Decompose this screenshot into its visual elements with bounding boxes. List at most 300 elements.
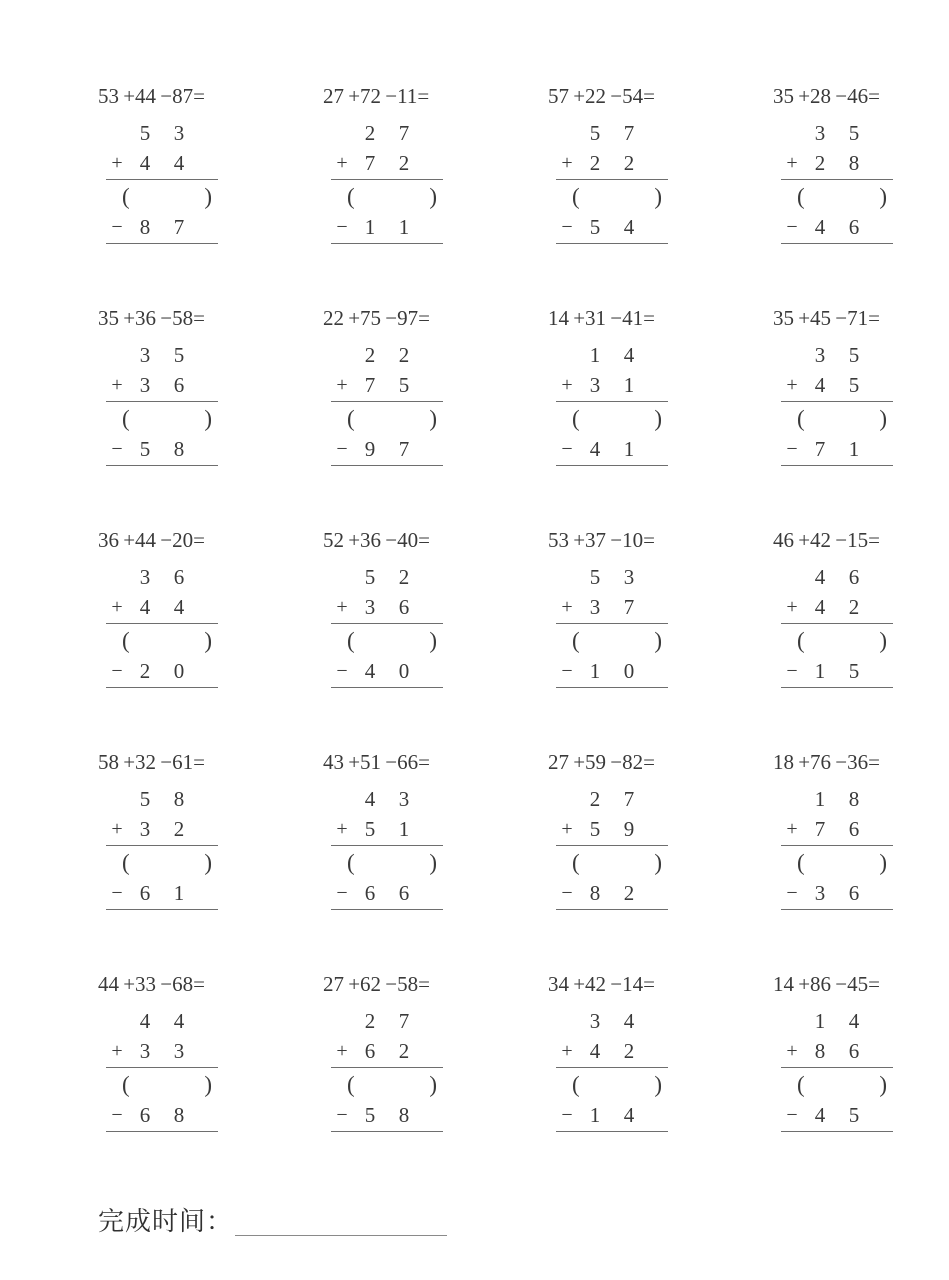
- subtrahend-row: [106, 212, 218, 242]
- addend-one-tens-digit: 1: [589, 343, 601, 367]
- addend-one-row: [781, 784, 893, 814]
- addend-two-ones-digit: 2: [623, 1039, 635, 1063]
- left-paren: (: [122, 850, 130, 875]
- right-paren: ): [429, 1072, 437, 1097]
- problem-cell: [98, 972, 323, 1194]
- problem-expression: 14 +31 −41=: [548, 306, 655, 330]
- minus-operator: −: [336, 438, 348, 460]
- vertical-computation: [106, 784, 218, 910]
- subtrahend-tens-digit: 4: [814, 1103, 826, 1127]
- addend-two-tens-digit: 6: [364, 1039, 376, 1063]
- subtrahend-ones-digit: 4: [623, 215, 635, 239]
- subtrahend-tens-digit: 7: [814, 437, 826, 461]
- addend-two-row: [781, 148, 893, 178]
- vertical-computation: [556, 1006, 668, 1132]
- addend-two-row: [781, 370, 893, 400]
- addend-two-row: [556, 370, 668, 400]
- addend-one-tens-digit: 3: [814, 121, 826, 145]
- addend-one-tens-digit: 5: [589, 565, 601, 589]
- subtraction-rule-line: [781, 465, 893, 466]
- subtrahend-tens-digit: 1: [814, 659, 826, 683]
- right-paren: ): [654, 406, 662, 431]
- intermediate-answer-blank[interactable]: [106, 182, 218, 212]
- subtrahend-row: [556, 1100, 668, 1130]
- right-paren: ): [654, 850, 662, 875]
- plus-operator: +: [786, 1040, 798, 1062]
- addend-one-tens-digit: 2: [364, 343, 376, 367]
- left-paren: (: [122, 1072, 130, 1097]
- addend-two-tens-digit: 3: [364, 595, 376, 619]
- addend-one-tens-digit: 5: [139, 121, 151, 145]
- minus-operator: −: [561, 216, 573, 238]
- addend-two-tens-digit: 3: [139, 1039, 151, 1063]
- intermediate-answer-blank[interactable]: [556, 626, 668, 656]
- addend-two-tens-digit: 4: [139, 595, 151, 619]
- addend-one-row: [556, 118, 668, 148]
- subtraction-rule-line: [556, 1131, 668, 1132]
- addend-two-tens-digit: 4: [814, 373, 826, 397]
- intermediate-answer-blank[interactable]: [331, 182, 443, 212]
- addition-rule-line: [106, 845, 218, 846]
- plus-operator: +: [111, 374, 123, 396]
- subtraction-rule-line: [106, 1131, 218, 1132]
- subtrahend-ones-digit: 4: [623, 1103, 635, 1127]
- subtraction-rule-line: [556, 687, 668, 688]
- left-paren: (: [797, 1072, 805, 1097]
- addend-two-ones-digit: 2: [173, 817, 185, 841]
- intermediate-answer-blank[interactable]: [556, 848, 668, 878]
- addition-rule-line: [556, 179, 668, 180]
- addend-two-row: [556, 148, 668, 178]
- addend-two-ones-digit: 6: [848, 817, 860, 841]
- addend-one-row: [781, 562, 893, 592]
- addend-one-row: [781, 118, 893, 148]
- plus-operator: +: [786, 818, 798, 840]
- right-paren: ): [429, 184, 437, 209]
- subtraction-rule-line: [331, 1131, 443, 1132]
- addend-one-ones-digit: 5: [173, 343, 185, 367]
- right-paren: ): [204, 1072, 212, 1097]
- left-paren: (: [122, 628, 130, 653]
- addend-two-tens-digit: 3: [139, 373, 151, 397]
- addend-two-ones-digit: 2: [623, 151, 635, 175]
- addend-one-row: [106, 118, 218, 148]
- addend-two-ones-digit: 4: [173, 151, 185, 175]
- addend-one-tens-digit: 1: [814, 1009, 826, 1033]
- problem-expression: 53 +37 −10=: [548, 528, 655, 552]
- intermediate-answer-blank[interactable]: [331, 626, 443, 656]
- subtrahend-tens-digit: 8: [139, 215, 151, 239]
- addition-rule-line: [781, 845, 893, 846]
- addend-one-ones-digit: 4: [173, 1009, 185, 1033]
- plus-operator: +: [336, 596, 348, 618]
- plus-operator: +: [336, 818, 348, 840]
- addend-one-tens-digit: 2: [364, 1009, 376, 1033]
- subtrahend-row: [331, 212, 443, 242]
- subtrahend-tens-digit: 5: [589, 215, 601, 239]
- problem-row: [98, 750, 888, 972]
- problem-expression: 44 +33 −68=: [98, 972, 205, 996]
- addend-two-tens-digit: 7: [364, 151, 376, 175]
- subtraction-rule-line: [106, 465, 218, 466]
- problem-expression: 34 +42 −14=: [548, 972, 655, 996]
- addition-rule-line: [331, 179, 443, 180]
- addend-one-ones-digit: 4: [848, 1009, 860, 1033]
- problem-expression: 27 +59 −82=: [548, 750, 655, 774]
- addend-two-row: [106, 592, 218, 622]
- left-paren: (: [797, 628, 805, 653]
- subtrahend-row: [106, 1100, 218, 1130]
- addition-rule-line: [781, 623, 893, 624]
- subtraction-rule-line: [331, 465, 443, 466]
- right-paren: ): [204, 628, 212, 653]
- problem-cell: [323, 750, 548, 972]
- minus-operator: −: [786, 216, 798, 238]
- subtraction-rule-line: [781, 687, 893, 688]
- problem-expression: 14 +86 −45=: [773, 972, 880, 996]
- subtrahend-row: [331, 656, 443, 686]
- right-paren: ): [879, 628, 887, 653]
- problem-cell: [98, 306, 323, 528]
- minus-operator: −: [111, 216, 123, 238]
- addend-one-ones-digit: 7: [623, 787, 635, 811]
- left-paren: (: [122, 406, 130, 431]
- addend-two-row: [106, 814, 218, 844]
- addend-two-ones-digit: 3: [173, 1039, 185, 1063]
- subtrahend-ones-digit: 1: [173, 881, 185, 905]
- subtrahend-ones-digit: 0: [173, 659, 185, 683]
- addend-two-tens-digit: 5: [364, 817, 376, 841]
- subtrahend-tens-digit: 6: [139, 881, 151, 905]
- subtrahend-ones-digit: 6: [398, 881, 410, 905]
- vertical-computation: [556, 562, 668, 688]
- left-paren: (: [347, 850, 355, 875]
- problem-cell: [548, 528, 773, 750]
- problem-cell: [773, 972, 949, 1194]
- problem-expression: 18 +76 −36=: [773, 750, 880, 774]
- addend-one-ones-digit: 2: [398, 565, 410, 589]
- problem-expression: 52 +36 −40=: [323, 528, 430, 552]
- intermediate-answer-blank[interactable]: [331, 1070, 443, 1100]
- minus-operator: −: [111, 660, 123, 682]
- problem-expression: 57 +22 −54=: [548, 84, 655, 108]
- addend-two-row: [556, 592, 668, 622]
- right-paren: ): [654, 184, 662, 209]
- addend-two-tens-digit: 3: [589, 595, 601, 619]
- plus-operator: +: [111, 818, 123, 840]
- subtrahend-row: [556, 434, 668, 464]
- addition-rule-line: [106, 179, 218, 180]
- addend-one-ones-digit: 6: [848, 565, 860, 589]
- addend-one-ones-digit: 7: [398, 121, 410, 145]
- addend-one-row: [556, 562, 668, 592]
- subtrahend-tens-digit: 4: [589, 437, 601, 461]
- problem-row: [98, 972, 888, 1194]
- subtraction-rule-line: [331, 909, 443, 910]
- plus-operator: +: [786, 596, 798, 618]
- intermediate-answer-blank[interactable]: [556, 1070, 668, 1100]
- addend-one-ones-digit: 3: [173, 121, 185, 145]
- right-paren: ): [654, 628, 662, 653]
- addend-one-tens-digit: 2: [364, 121, 376, 145]
- intermediate-answer-blank[interactable]: [781, 404, 893, 434]
- problem-expression: 27 +72 −11=: [323, 84, 430, 108]
- problem-expression: 35 +45 −71=: [773, 306, 880, 330]
- subtrahend-ones-digit: 6: [848, 881, 860, 905]
- problem-cell: [98, 84, 323, 306]
- addend-one-ones-digit: 8: [173, 787, 185, 811]
- addend-two-tens-digit: 4: [589, 1039, 601, 1063]
- vertical-computation: [556, 340, 668, 466]
- addend-two-tens-digit: 8: [814, 1039, 826, 1063]
- problem-cell: [548, 306, 773, 528]
- addend-two-tens-digit: 7: [364, 373, 376, 397]
- problem-cell: [773, 750, 949, 972]
- intermediate-answer-blank[interactable]: [781, 1070, 893, 1100]
- subtraction-rule-line: [556, 909, 668, 910]
- problem-cell: [323, 972, 548, 1194]
- addend-two-row: [781, 814, 893, 844]
- subtrahend-tens-digit: 1: [589, 1103, 601, 1127]
- subtrahend-tens-digit: 2: [139, 659, 151, 683]
- vertical-computation: [556, 118, 668, 244]
- addition-rule-line: [331, 1067, 443, 1068]
- addend-one-row: [556, 1006, 668, 1036]
- addition-rule-line: [556, 1067, 668, 1068]
- left-paren: (: [122, 184, 130, 209]
- left-paren: (: [797, 406, 805, 431]
- subtrahend-ones-digit: 8: [173, 1103, 185, 1127]
- addend-one-row: [106, 340, 218, 370]
- minus-operator: −: [111, 438, 123, 460]
- subtrahend-ones-digit: 7: [398, 437, 410, 461]
- subtraction-rule-line: [106, 243, 218, 244]
- addend-two-row: [331, 370, 443, 400]
- vertical-computation: [331, 562, 443, 688]
- minus-operator: −: [336, 882, 348, 904]
- addition-rule-line: [106, 401, 218, 402]
- vertical-computation: [331, 118, 443, 244]
- right-paren: ): [429, 406, 437, 431]
- problem-expression: 58 +32 −61=: [98, 750, 205, 774]
- addend-one-ones-digit: 4: [623, 1009, 635, 1033]
- subtrahend-ones-digit: 1: [623, 437, 635, 461]
- vertical-computation: [331, 784, 443, 910]
- problem-expression: 22 +75 −97=: [323, 306, 430, 330]
- left-paren: (: [572, 1072, 580, 1097]
- subtrahend-row: [106, 656, 218, 686]
- minus-operator: −: [336, 216, 348, 238]
- addend-one-row: [331, 784, 443, 814]
- subtrahend-tens-digit: 5: [364, 1103, 376, 1127]
- subtraction-rule-line: [556, 465, 668, 466]
- problem-expression: 27 +62 −58=: [323, 972, 430, 996]
- right-paren: ): [879, 850, 887, 875]
- addition-rule-line: [331, 845, 443, 846]
- left-paren: (: [572, 628, 580, 653]
- problem-cell: [548, 84, 773, 306]
- subtrahend-row: [781, 656, 893, 686]
- addition-rule-line: [106, 1067, 218, 1068]
- addend-two-tens-digit: 2: [814, 151, 826, 175]
- subtrahend-tens-digit: 1: [589, 659, 601, 683]
- addend-two-row: [331, 814, 443, 844]
- subtrahend-row: [331, 878, 443, 908]
- vertical-computation: [331, 1006, 443, 1132]
- vertical-computation: [781, 784, 893, 910]
- subtrahend-ones-digit: 8: [398, 1103, 410, 1127]
- left-paren: (: [797, 184, 805, 209]
- addend-one-tens-digit: 3: [139, 343, 151, 367]
- addend-two-ones-digit: 6: [173, 373, 185, 397]
- subtraction-rule-line: [106, 687, 218, 688]
- plus-operator: +: [786, 152, 798, 174]
- subtrahend-tens-digit: 6: [364, 881, 376, 905]
- problem-cell: [548, 972, 773, 1194]
- left-paren: (: [347, 184, 355, 209]
- addend-one-tens-digit: 2: [589, 787, 601, 811]
- intermediate-answer-blank[interactable]: [781, 182, 893, 212]
- minus-operator: −: [336, 660, 348, 682]
- addend-one-tens-digit: 5: [589, 121, 601, 145]
- plus-operator: +: [336, 1040, 348, 1062]
- intermediate-answer-blank[interactable]: [106, 848, 218, 878]
- addend-one-tens-digit: 3: [814, 343, 826, 367]
- right-paren: ): [429, 628, 437, 653]
- subtrahend-ones-digit: 5: [848, 1103, 860, 1127]
- subtrahend-row: [781, 878, 893, 908]
- problem-row: [98, 306, 888, 528]
- addend-two-row: [331, 592, 443, 622]
- intermediate-answer-blank[interactable]: [781, 626, 893, 656]
- addend-one-row: [106, 562, 218, 592]
- addend-two-tens-digit: 5: [589, 817, 601, 841]
- addend-two-ones-digit: 5: [848, 373, 860, 397]
- completion-time-blank[interactable]: [235, 1210, 447, 1236]
- addend-one-row: [331, 562, 443, 592]
- addition-rule-line: [331, 401, 443, 402]
- minus-operator: −: [561, 882, 573, 904]
- plus-operator: +: [786, 374, 798, 396]
- subtrahend-row: [556, 212, 668, 242]
- subtrahend-ones-digit: 7: [173, 215, 185, 239]
- addition-rule-line: [781, 1067, 893, 1068]
- addend-two-ones-digit: 6: [848, 1039, 860, 1063]
- intermediate-answer-blank[interactable]: [781, 848, 893, 878]
- intermediate-answer-blank[interactable]: [331, 404, 443, 434]
- intermediate-answer-blank[interactable]: [106, 404, 218, 434]
- addend-one-tens-digit: 4: [364, 787, 376, 811]
- minus-operator: −: [786, 882, 798, 904]
- addend-one-tens-digit: 5: [139, 787, 151, 811]
- addend-two-ones-digit: 1: [398, 817, 410, 841]
- problem-expression: 35 +36 −58=: [98, 306, 205, 330]
- addend-two-tens-digit: 4: [139, 151, 151, 175]
- vertical-computation: [106, 1006, 218, 1132]
- subtrahend-ones-digit: 8: [173, 437, 185, 461]
- subtraction-rule-line: [556, 243, 668, 244]
- subtraction-rule-line: [331, 243, 443, 244]
- addend-one-row: [106, 784, 218, 814]
- addend-one-ones-digit: 3: [398, 787, 410, 811]
- right-paren: ): [429, 850, 437, 875]
- problem-grid: [98, 84, 888, 1194]
- addend-one-tens-digit: 3: [589, 1009, 601, 1033]
- left-paren: (: [347, 628, 355, 653]
- subtrahend-row: [106, 434, 218, 464]
- plus-operator: +: [111, 152, 123, 174]
- vertical-computation: [781, 118, 893, 244]
- left-paren: (: [572, 406, 580, 431]
- addend-two-tens-digit: 3: [139, 817, 151, 841]
- right-paren: ): [654, 1072, 662, 1097]
- left-paren: (: [572, 184, 580, 209]
- addend-two-row: [106, 370, 218, 400]
- right-paren: ): [204, 850, 212, 875]
- addend-two-ones-digit: 1: [623, 373, 635, 397]
- intermediate-answer-blank[interactable]: [331, 848, 443, 878]
- plus-operator: +: [561, 596, 573, 618]
- vertical-computation: [331, 340, 443, 466]
- problem-row: [98, 528, 888, 750]
- addend-two-row: [331, 148, 443, 178]
- subtrahend-ones-digit: 0: [623, 659, 635, 683]
- subtraction-rule-line: [781, 243, 893, 244]
- problem-cell: [98, 528, 323, 750]
- left-paren: (: [572, 850, 580, 875]
- addition-rule-line: [106, 623, 218, 624]
- problem-cell: [773, 528, 949, 750]
- addend-one-tens-digit: 5: [364, 565, 376, 589]
- addend-two-ones-digit: 4: [173, 595, 185, 619]
- plus-operator: +: [561, 152, 573, 174]
- plus-operator: +: [561, 818, 573, 840]
- addend-one-ones-digit: 5: [848, 343, 860, 367]
- problem-cell: [323, 528, 548, 750]
- intermediate-answer-blank[interactable]: [556, 182, 668, 212]
- subtrahend-ones-digit: 1: [848, 437, 860, 461]
- right-paren: ): [204, 184, 212, 209]
- addend-two-ones-digit: 2: [398, 151, 410, 175]
- right-paren: ): [879, 184, 887, 209]
- addend-one-tens-digit: 4: [139, 1009, 151, 1033]
- subtrahend-tens-digit: 6: [139, 1103, 151, 1127]
- subtrahend-tens-digit: 4: [814, 215, 826, 239]
- left-paren: (: [797, 850, 805, 875]
- subtrahend-ones-digit: 5: [848, 659, 860, 683]
- addend-one-row: [781, 1006, 893, 1036]
- subtraction-rule-line: [106, 909, 218, 910]
- plus-operator: +: [561, 374, 573, 396]
- addend-two-row: [106, 148, 218, 178]
- intermediate-answer-blank[interactable]: [106, 1070, 218, 1100]
- addition-rule-line: [331, 623, 443, 624]
- vertical-computation: [106, 340, 218, 466]
- addend-one-ones-digit: 7: [398, 1009, 410, 1033]
- addition-rule-line: [556, 623, 668, 624]
- left-paren: (: [347, 1072, 355, 1097]
- addend-two-ones-digit: 2: [398, 1039, 410, 1063]
- intermediate-answer-blank[interactable]: [106, 626, 218, 656]
- subtrahend-tens-digit: 3: [814, 881, 826, 905]
- addend-one-row: [556, 340, 668, 370]
- subtrahend-row: [781, 212, 893, 242]
- addend-two-ones-digit: 9: [623, 817, 635, 841]
- subtrahend-tens-digit: 5: [139, 437, 151, 461]
- plus-operator: +: [336, 152, 348, 174]
- intermediate-answer-blank[interactable]: [556, 404, 668, 434]
- problem-row: [98, 84, 888, 306]
